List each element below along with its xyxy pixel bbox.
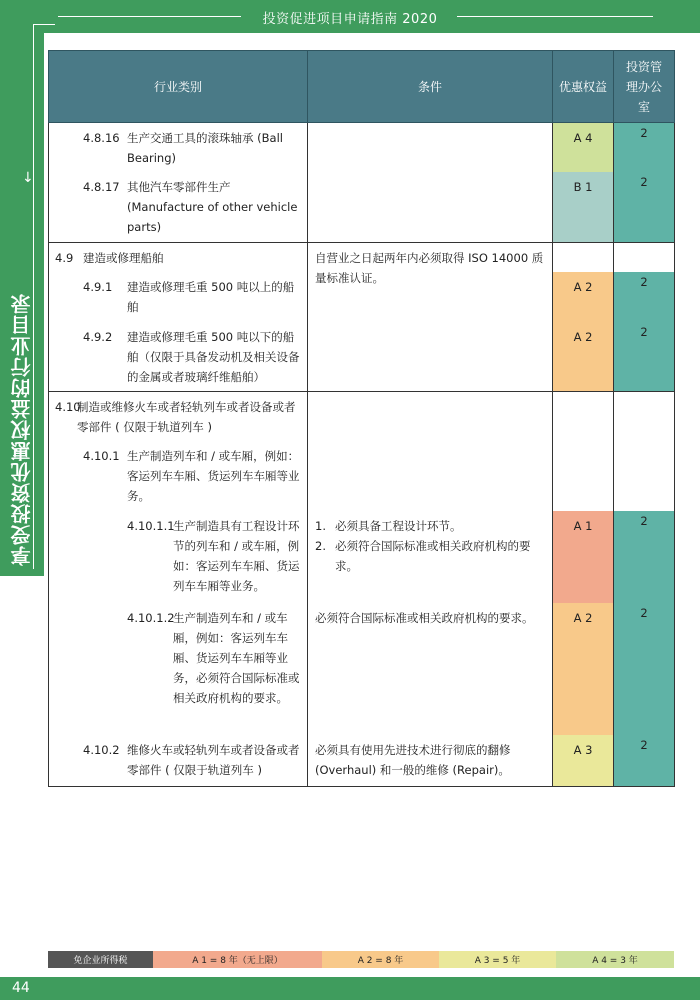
legend-label: 免企业所得税	[48, 951, 153, 968]
industry-cell	[49, 123, 307, 172]
row-text: 维修火车或轻轨列车或者设备或者零部件 ( 仅限于轨道列车 )	[127, 743, 300, 777]
industry-cell	[49, 392, 307, 441]
office-value: 2	[640, 126, 648, 140]
table-row	[49, 441, 675, 511]
table-row	[49, 123, 675, 173]
rights-badge: B 1	[573, 180, 593, 194]
condition-text: 必须具备工程设计环节。	[335, 519, 462, 533]
conditions-cell	[308, 511, 552, 581]
office-value: 2	[640, 514, 648, 528]
industry-cell	[49, 322, 307, 391]
footer-bar	[0, 976, 700, 1000]
industry-cell	[49, 511, 307, 600]
legend-a1: A 1 = 8 年（无上限）	[153, 951, 322, 968]
header-office-label: 投资管理办公室	[625, 59, 662, 114]
condition-text: 必须符合国际标准或相关政府机构的要求。	[335, 539, 531, 573]
office-value: 2	[640, 738, 648, 752]
row-number: 4.10.2	[83, 743, 120, 757]
conditions-cell: 必须符合国际标准或相关政府机构的要求。	[315, 611, 534, 625]
row-text: 生产制造具有工程设计环节的列车和 / 或车厢，例如：客运列车车厢、货运列车车厢等业务。	[173, 519, 300, 593]
legend-a4: A 4 = 3 年	[556, 951, 674, 968]
header-industry: 行业类别	[49, 51, 308, 123]
footer-rule	[0, 976, 700, 977]
document-title: 投资促进项目申请指南 2020	[262, 12, 438, 27]
condition-item	[315, 516, 545, 536]
office-value: 2	[640, 274, 648, 289]
header-conditions: 条件	[308, 51, 553, 123]
side-tab-corner	[44, 0, 60, 22]
legend-a2: A 2 = 8 年	[322, 951, 439, 968]
rights-badge: A 2	[573, 329, 593, 344]
industry-cell	[49, 243, 307, 272]
condition-item	[315, 536, 545, 576]
header-rights: 优惠权益	[553, 51, 614, 123]
row-number: 4.10.1.1	[127, 519, 175, 533]
table-row	[49, 511, 675, 603]
industry-cell	[49, 735, 307, 784]
industry-cell	[49, 441, 307, 510]
row-text: 建造或修理毛重 500 吨以下的船舶（仅限于具备发动机及相关设备的金属或者玻璃纤维船舶）	[127, 329, 300, 384]
rights-badge: A 3	[573, 743, 593, 757]
table-row	[49, 392, 675, 442]
row-text: 生产制造列车和 / 或车厢，例如：客运列车车厢、货运列车车厢等业务，必须符合国际标准或相关政府机构的要求。	[173, 611, 300, 705]
rights-badge: A 4	[573, 131, 593, 145]
row-number: 4.10.1	[83, 449, 120, 463]
office-value: 2	[640, 175, 648, 189]
row-text: 制造或维修火车或者轻轨列车或者设备或者零部件 ( 仅限于轨道列车 )	[77, 400, 296, 434]
row-number: 4.10.1.2	[127, 611, 175, 625]
industry-cell	[49, 272, 307, 321]
industry-table	[48, 50, 675, 787]
row-text: 建造或修理船舶	[83, 250, 164, 265]
office-value: 2	[640, 606, 648, 620]
conditions-cell: 自营业之日起两年内必须取得 ISO 14000 质量标准认证。	[315, 250, 544, 285]
row-number: 4.9	[55, 250, 74, 265]
office-value: 2	[640, 324, 648, 339]
row-number: 4.8.16	[83, 131, 120, 145]
row-number: 4.8.17	[83, 180, 120, 194]
conditions-cell: 必须具有使用先进技术进行彻底的翻修 (Overhaul) 和一般的维修 (Repair)。	[315, 743, 511, 777]
side-tab-rule-top	[33, 24, 55, 25]
table-header-row	[49, 51, 675, 123]
condition-number: 2.	[315, 539, 326, 553]
conditions-cell	[308, 172, 552, 182]
row-text: 建造或修理毛重 500 吨以上的船舶	[127, 279, 295, 314]
table-row	[49, 603, 675, 735]
row-number: 4.10	[55, 400, 81, 414]
legend-a3: A 3 = 5 年	[439, 951, 556, 968]
industry-cell	[49, 603, 307, 712]
conditions-cell	[308, 123, 552, 133]
row-text: 生产制造列车和 / 或车厢，例如：客运列车车厢、货运列车车厢等业务。	[127, 449, 300, 503]
rights-badge: A 1	[573, 519, 593, 533]
side-arrow-icon: ↓	[22, 170, 34, 186]
chapter-title: 享受投资优惠权益的行业目录	[10, 293, 34, 566]
industry-cell	[49, 172, 307, 241]
row-number: 4.9.1	[83, 279, 113, 294]
rights-badge: A 2	[573, 611, 593, 625]
header-office	[614, 51, 675, 123]
page-number: 44	[12, 980, 30, 996]
table-row	[49, 242, 675, 272]
table-row	[49, 172, 675, 242]
rights-badge: A 2	[573, 279, 593, 294]
row-text: 生产交通工具的滚珠轴承 (Ball Bearing)	[127, 131, 283, 165]
row-text: 其他汽车零部件生产 (Manufacture of other vehicle parts)	[127, 180, 298, 234]
rights-legend	[48, 951, 674, 968]
table-row	[49, 735, 675, 786]
condition-number: 1.	[315, 519, 326, 533]
row-number: 4.9.2	[83, 329, 113, 344]
